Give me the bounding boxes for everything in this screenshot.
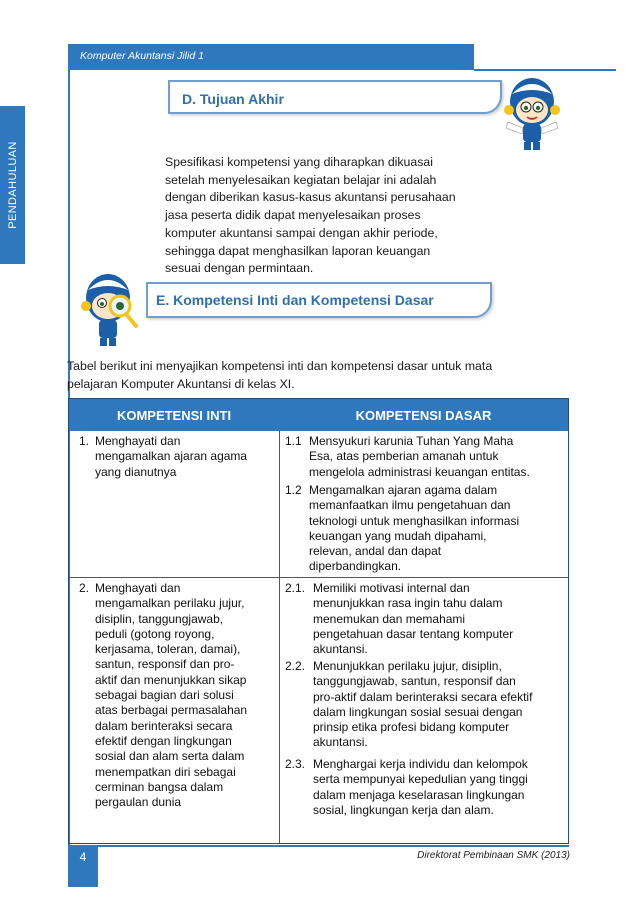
kd-number: 1.1 bbox=[285, 434, 302, 448]
kd-number: 1.2 bbox=[285, 483, 302, 497]
kd-line: akuntansi. bbox=[313, 642, 368, 657]
kd-line: dalam lingkungan sosial sesuai dengan bbox=[313, 704, 523, 719]
paragraph-line: Spesifikasi kompetensi yang diharapkan dikuasai bbox=[165, 155, 433, 169]
intro-line: pelajaran Komputer Akuntansi di kelas XI. bbox=[67, 376, 295, 391]
chapter-side-tab bbox=[0, 106, 25, 264]
section-e-title: E. Kompetensi Inti dan Kompetensi Dasar bbox=[156, 292, 434, 308]
section-e-intro bbox=[67, 358, 570, 393]
ki-line: mengamalkan ajaran agama bbox=[95, 449, 248, 464]
kd-number: 2.2. bbox=[285, 659, 306, 673]
ki-number: 1. bbox=[79, 434, 90, 448]
header-bar bbox=[68, 44, 474, 70]
ki-line: efektif dengan lingkungan bbox=[95, 733, 232, 748]
ki-line: mengamalkan perilaku jujur, bbox=[95, 596, 245, 611]
chapter-label: PENDAHULUAN bbox=[6, 141, 19, 229]
ki-line: santun, responsif dan pro- bbox=[95, 657, 235, 672]
ki-line: disiplin, tanggungjawab, bbox=[95, 611, 224, 626]
kd-line: relevan, andal dan dapat bbox=[309, 544, 442, 559]
header-kompetensi-inti: KOMPETENSI INTI bbox=[116, 408, 232, 423]
ki-line: Menghayati dan bbox=[95, 581, 181, 595]
paragraph-line: setelah menyelesaikan kegiatan belajar ini adalah bbox=[165, 172, 437, 187]
ki-line: pergaulan dunia bbox=[95, 795, 182, 810]
competency-table bbox=[68, 398, 569, 844]
ki-number: 2. bbox=[79, 581, 90, 595]
ki-line: cerminan bangsa dalam bbox=[95, 779, 224, 794]
ki-line: yang dianutnya bbox=[95, 464, 177, 479]
paragraph-line: sesuai dengan permintaan. bbox=[165, 261, 314, 276]
mascot-magnifier-icon bbox=[80, 268, 144, 348]
ki-line: Menghayati dan bbox=[95, 434, 181, 448]
kd-line: menunjukkan rasa ingin tahu dalam bbox=[313, 596, 503, 611]
intro-line: Tabel berikut ini menyajikan kompetensi inti dan kompetensi dasar untuk mata bbox=[67, 359, 493, 373]
kd-line: Menunjukkan perilaku jujur, disiplin, bbox=[313, 659, 502, 673]
kd-line: dalam menjaga keselarasan lingkungan bbox=[313, 787, 525, 802]
ki-line: sebagai bagian dari solusi bbox=[95, 688, 234, 703]
kd-line: tanggungjawab, santun, responsif dan bbox=[313, 674, 516, 689]
kd-line: Mengamalkan ajaran agama dalam bbox=[309, 483, 498, 497]
mascot-pointing-icon bbox=[502, 72, 562, 152]
footer-rule bbox=[98, 845, 569, 847]
page-number-tab bbox=[68, 845, 98, 887]
section-e-heading-box bbox=[146, 282, 492, 318]
kd-line: Mensyukuri karunia Tuhan Yang Maha bbox=[309, 434, 514, 448]
paragraph-line: dengan diberikan kasus-kasus akuntansi perusahaan bbox=[165, 190, 456, 205]
page-number: 4 bbox=[79, 850, 87, 864]
section-d-title: D. Tujuan Akhir bbox=[182, 91, 284, 107]
column-divider bbox=[279, 431, 280, 843]
ki-line: kerjasama, toleran, damai), bbox=[95, 642, 241, 657]
ki-line: menempatkan diri sebagai bbox=[95, 764, 236, 779]
kd-line: mengelola administrasi keuangan entitas. bbox=[309, 464, 530, 479]
section-d-heading-box bbox=[168, 80, 502, 114]
kd-number: 2.1. bbox=[285, 581, 306, 595]
kd-line: menemukan dan memahami bbox=[313, 611, 466, 626]
kd-line: Menghargai kerja individu dan kelompok bbox=[313, 757, 528, 771]
kd-number: 2.3. bbox=[285, 757, 306, 771]
kd-line: pro-aktif dalam berinteraksi secara efektif bbox=[313, 689, 533, 704]
row-divider bbox=[69, 577, 568, 578]
kd-line: diperbandingkan. bbox=[309, 559, 402, 574]
section-d-paragraph bbox=[165, 154, 500, 278]
kd-line: prinsip etika profesi bidang komputer bbox=[313, 720, 510, 735]
kd-line: teknologi untuk menghasilkan informasi bbox=[309, 513, 520, 528]
kd-line: sosial, lingkungan kerja dan alam. bbox=[313, 802, 494, 817]
ki-line: dalam berinteraksi secara bbox=[95, 718, 233, 733]
header-kompetensi-dasar: KOMPETENSI DASAR bbox=[355, 408, 492, 423]
paragraph-line: komputer akuntansi sampai dengan akhir periode, bbox=[165, 225, 438, 240]
kd-line: akuntansi. bbox=[313, 735, 368, 750]
paragraph-line: jasa peserta didik dapat menyelesaikan proses bbox=[165, 208, 421, 223]
ki-line: peduli (gotong royong, bbox=[95, 626, 215, 641]
ki-line: atas berbagai permasalahan bbox=[95, 703, 248, 718]
kd-line: Memiliki motivasi internal dan bbox=[313, 581, 470, 595]
book-title: Komputer Akuntansi Jilid 1 bbox=[80, 50, 204, 62]
footer-publisher: Direktorat Pembinaan SMK (2013) bbox=[417, 850, 570, 861]
paragraph-line: sehingga dapat menghasilkan laporan keuangan bbox=[165, 243, 431, 258]
ki-line: sosial dan alam serta dalam bbox=[95, 749, 245, 764]
header-rule bbox=[474, 69, 616, 71]
kd-line: keuangan yang mudah dipahami, bbox=[309, 528, 487, 543]
kd-line: pengetahuan dasar tentang komputer bbox=[313, 626, 514, 641]
kd-line: serta mempunyai kepedulian yang tinggi bbox=[313, 772, 528, 787]
ki-line: aktif dan menunjukkan sikap bbox=[95, 672, 247, 687]
kd-line: memanfaatkan ilmu pengetahuan dan bbox=[309, 498, 511, 513]
table-header bbox=[69, 399, 568, 431]
kd-line: Esa, atas pemberian amanah untuk bbox=[309, 449, 499, 464]
